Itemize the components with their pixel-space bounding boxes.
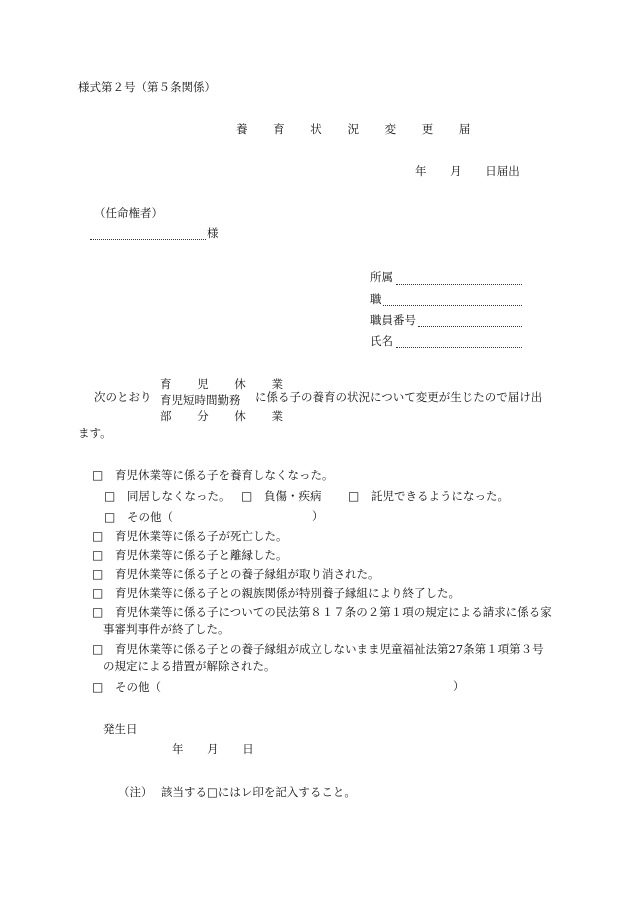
option-label-continuation: の規定による措置が解除された。 <box>103 659 276 673</box>
occurrence-date[interactable]: 年 月 日 <box>172 742 254 756</box>
suboption-other-close-paren: ） <box>312 509 324 523</box>
leave-type-partial-leave: 部 分 休 業 <box>160 409 294 423</box>
checkbox[interactable]: □ <box>92 567 104 581</box>
suboption-injury-illness[interactable] <box>241 490 322 503</box>
field-employee-number-line <box>418 326 522 327</box>
option-label: 同居しなくなった。 <box>127 489 231 503</box>
option-label: 育児休業等に係る子を養育しなくなった。 <box>115 468 334 482</box>
field-affiliation-line <box>396 284 522 285</box>
suboption-childcare-available[interactable] <box>348 490 509 503</box>
field-affiliation[interactable] <box>370 272 522 284</box>
option-label: 育児休業等に係る子との親族関係が特別養子縁組により終了した。 <box>115 586 460 600</box>
option-child-died[interactable] <box>92 530 288 543</box>
leave-type-short-hours: 育児短時間勤務 <box>160 393 241 407</box>
intro-prefix: 次のとおり <box>94 390 152 404</box>
appointing-authority-label: （任命権者） <box>94 206 163 220</box>
option-label: 育児休業等に係る子と離縁した。 <box>115 548 288 562</box>
option-label: 育児休業等に係る子が死亡した。 <box>115 529 288 543</box>
checkbox[interactable]: □ <box>92 468 104 482</box>
checkbox[interactable]: □ <box>92 680 104 694</box>
option-label: 託児できるようになった。 <box>371 489 509 503</box>
option-label-continuation: 事審判事件が終了した。 <box>103 622 230 636</box>
field-name-line <box>396 347 522 348</box>
form-number: 様式第２号（第５条関係） <box>78 80 216 94</box>
note-label: （注） <box>118 785 153 799</box>
note-text: 該当する□にはレ印を記入すること。 <box>161 785 356 799</box>
intro-continuation: ます。 <box>78 426 112 440</box>
option-family-court-case-ended[interactable] <box>92 606 552 619</box>
option-adoption-cancelled[interactable] <box>92 568 380 581</box>
checkbox[interactable]: □ <box>92 548 104 562</box>
checkbox[interactable]: □ <box>92 605 104 619</box>
checkbox[interactable]: □ <box>92 529 104 543</box>
field-name-label: 氏名 <box>370 334 393 348</box>
option-special-adoption-ended[interactable] <box>92 587 460 600</box>
honorific-sama: 様 <box>207 226 219 240</box>
option-label: 負傷・疾病 <box>264 489 322 503</box>
option-other[interactable] <box>92 681 161 694</box>
addressee-name-line[interactable] <box>90 239 206 240</box>
checkbox[interactable]: □ <box>104 489 116 503</box>
suboption-not-living-together[interactable] <box>104 490 231 503</box>
checkbox[interactable]: □ <box>241 489 253 503</box>
option-label: その他（ <box>127 510 173 524</box>
option-label: 育児休業等に係る子との養子縁組が成立しないまま児童福祉法第27条第１項第３号 <box>115 642 544 656</box>
field-position-label: 職 <box>370 292 382 306</box>
intro-suffix: に係る子の養育の状況について変更が生じたので届け出 <box>255 390 543 404</box>
checkbox[interactable]: □ <box>92 642 104 656</box>
checkbox[interactable]: □ <box>92 586 104 600</box>
form-title: 養 育 状 況 変 更 届 <box>236 122 482 136</box>
option-adoption-dissolved[interactable] <box>92 549 288 562</box>
option-label: 育児休業等に係る子についての民法第８１７条の２第１項の規定による請求に係る家 <box>115 605 552 619</box>
submission-date: 年 月 日届出 <box>415 164 520 178</box>
field-employee-number-label: 職員番号 <box>370 313 416 327</box>
option-label: その他（ <box>115 680 161 694</box>
option-welfare-measure-lifted[interactable] <box>92 643 544 656</box>
checkbox[interactable]: □ <box>348 489 360 503</box>
occurrence-date-label: 発生日 <box>103 722 138 736</box>
field-affiliation-label: 所属 <box>370 270 393 284</box>
suboption-other[interactable] <box>104 511 173 524</box>
leave-type-childcare-leave: 育 児 休 業 <box>160 377 294 391</box>
checkbox[interactable]: □ <box>104 510 116 524</box>
option-label: 育児休業等に係る子との養子縁組が取り消された。 <box>115 567 380 581</box>
option-other-close-paren: ） <box>453 679 465 693</box>
field-position-line <box>383 305 522 306</box>
option-no-longer-raising[interactable] <box>92 469 334 482</box>
